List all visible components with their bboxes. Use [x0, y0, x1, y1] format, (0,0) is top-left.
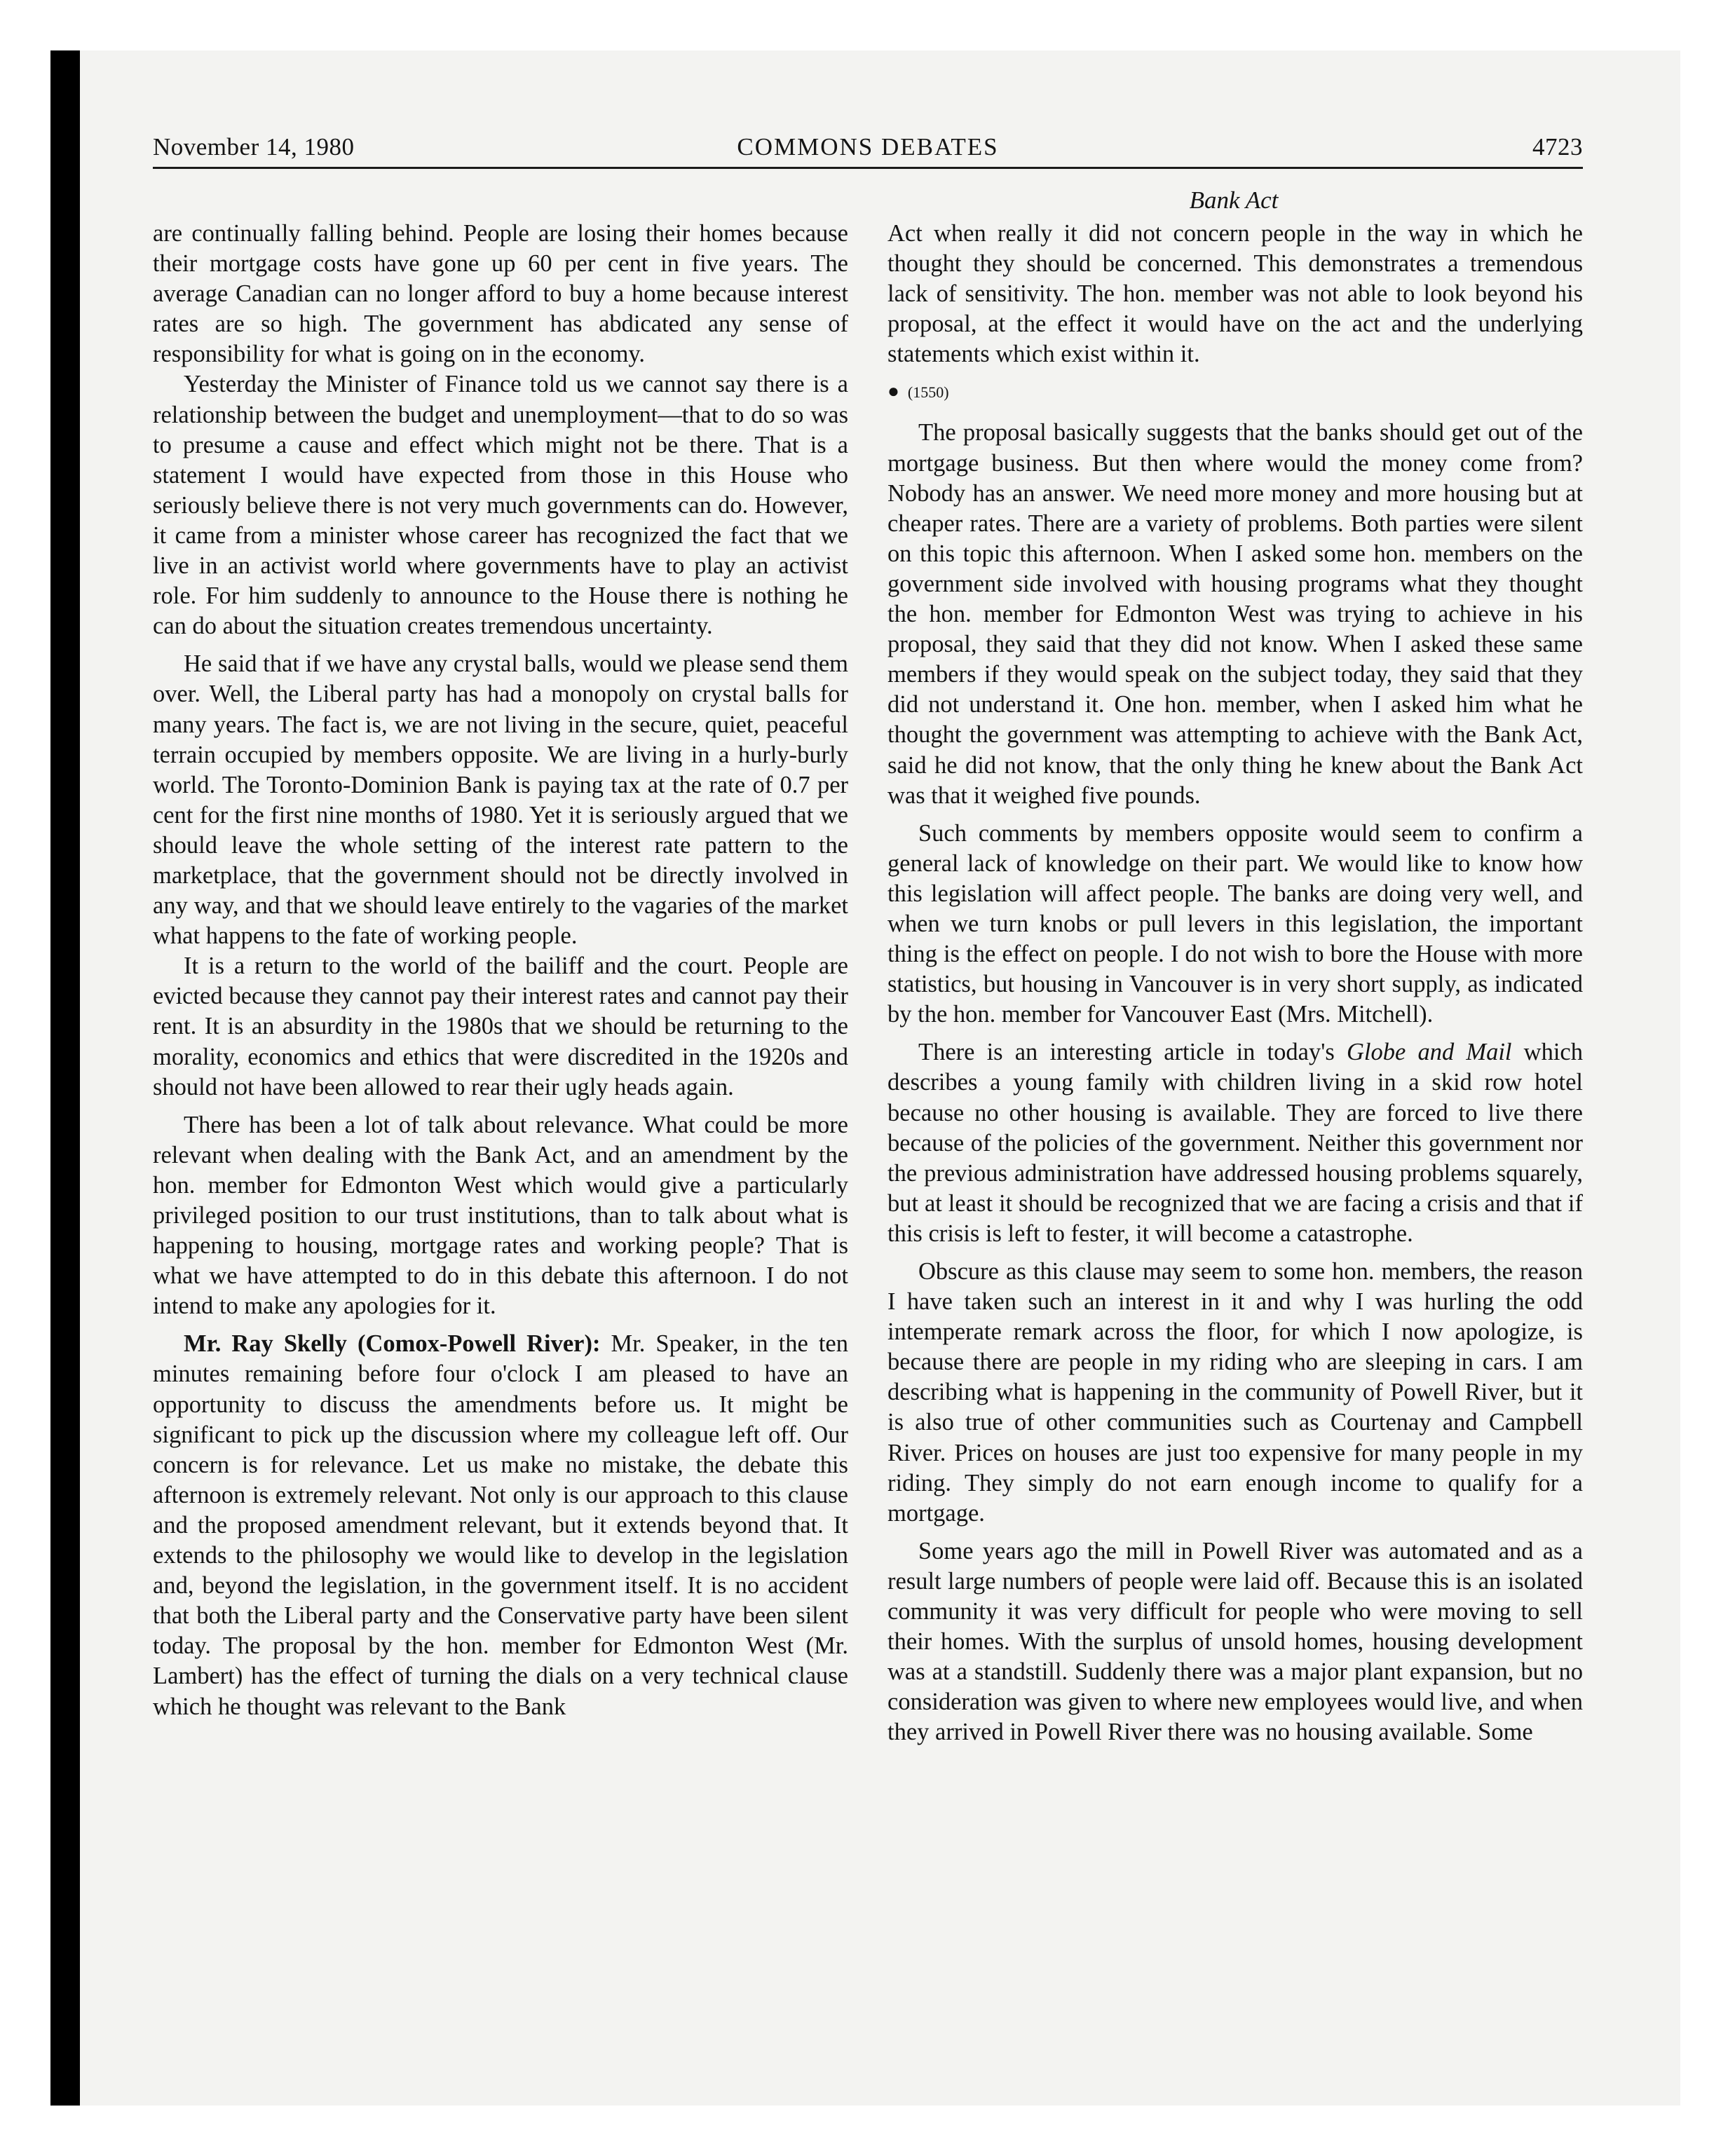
- header-page-number: 4723: [1532, 133, 1583, 161]
- right-column: [887, 219, 1583, 1748]
- bullet-icon: ●: [887, 381, 899, 403]
- paragraph-text: which describes a young family with children living in a skid row hotel because no other housing is available. They are forced to live there because of the policies of the government. Neither this government nor the previous administration have addressed housing problems squarely, but at least it should be recognized that we are facing a crisis and that if this crisis is left to fester, it will become a catastrophe.: [887, 1039, 1583, 1247]
- paragraph: [887, 1037, 1583, 1249]
- scan-edge: [50, 50, 80, 2106]
- section-title: Bank Act: [1189, 186, 1279, 214]
- page-header: [153, 128, 1583, 169]
- speaker-name: Mr. Ray Skelly (Comox-Powell River):: [184, 1330, 601, 1358]
- paragraph: Yesterday the Minister of Finance told us we cannot say there is a relationship between the budget and unemployment—that to do so was to presume a cause and effect which might not be there. That is a statement I would have expected from those in this House who seriously believe there is not very much governments can do. However, it came from a minister whose career has recognized the fact that we live in an activist world where governments have to play an activist role. For him suddenly to announce to the House there is nothing he can do about the situation creates tremendous uncertainty.: [153, 371, 848, 640]
- paragraph: are continually falling behind. People are losing their homes because their mortgage costs have gone up 60 per cent in five years. The average Canadian can no longer afford to buy a home because interest rates are so high. The government has abdicated any sense of responsibility for what is going on in the economy.: [153, 220, 848, 368]
- paragraph: The proposal basically suggests that the banks should get out of the mortgage business. But then where would the money come from? Nobody has an answer. We need more money and more housing but at cheaper rates. There are a variety of problems. Both parties were silent on this topic this afternoon. When I asked some hon. members on the government side involved with housing programs what they thought the hon. member for Edmonton West was trying to achieve in his proposal, they said that they did not know. When I asked these same members if they would speak on the subject today, they said that they did not understand it. One hon. member, when I asked him what he thought the government was attempting to achieve with the Bank Act, said he did not know, that the only thing he knew about the Bank Act was that it weighed five pounds.: [887, 419, 1583, 809]
- paragraph: Such comments by members opposite would seem to confirm a general lack of knowledge on their part. We would like to know how this legislation will affect people. The banks are doing very well, and when we turn knobs or pull levers in this legislation, the important thing is the effect on people. I do not wish to bore the House with more statistics, but housing in Vancouver is in very short supply, as indicated by the hon. member for Vancouver East (Mrs. Mitchell).: [887, 819, 1583, 1028]
- newspaper-title: Globe and Mail: [1347, 1039, 1512, 1066]
- paragraph: Act when really it did not concern people in the way in which he thought they should be concerned. This demonstrates a tremendous lack of sensitivity. The hon. member was not able to look beyond his proposal, at the effect it would have on the act and the underlying statements which exist within it.: [887, 220, 1583, 368]
- paragraph: Some years ago the mill in Powell River was automated and as a result large numbers of people were laid off. Because this is an isolated community it was very difficult for people who were moving to sell their homes. With the surplus of unsold homes, housing development was at a standstill. Suddenly there was a major plant expansion, but no consideration was given to where new employees would live, and when they arrived in Powell River there was no housing available. Some: [887, 1537, 1583, 1746]
- paragraph: Obscure as this clause may seem to some hon. members, the reason I have taken such an interest in it and why I was hurling the odd intemperate remark across the floor, for which I now apologize, is because there are people in my riding who are sleeping in cars. I am describing what is happening in the community of Powell River, but it is also true of other communities such as Courtenay and Campbell River. Prices on houses are just too expensive for many people in my riding. They simply do not earn enough income to qualify for a mortgage.: [887, 1258, 1583, 1527]
- time-marker: [887, 378, 1583, 407]
- paragraph: He said that if we have any crystal balls, would we please send them over. Well, the Liberal party has had a monopoly on crystal balls for many years. The fact is, we are not living in the secure, quiet, peaceful terrain occupied by members opposite. We are living in a hurly-burly world. The Toronto-Dominion Bank is paying tax at the rate of 0.7 per cent for the first nine months of 1980. Yet it is seriously argued that we should leave the whole setting of the interest rate pattern to the marketplace, that the government should not be directly involved in any way, and that we should leave entirely to the vagaries of the market what happens to the fate of working people.: [153, 650, 848, 950]
- paragraph-text: There is an interesting article in today's: [918, 1039, 1347, 1066]
- paragraph: It is a return to the world of the bailiff and the court. People are evicted because they cannot pay their interest rates and cannot pay their rent. It is an absurdity in the 1980s that we should be returning to the morality, economics and ethics that were discredited in the 1920s and should not have been allowed to rear their ugly heads again.: [153, 953, 848, 1100]
- header-date: November 14, 1980: [153, 133, 355, 161]
- header-title: COMMONS DEBATES: [737, 133, 999, 161]
- left-column: [153, 219, 848, 1722]
- paragraph: There has been a lot of talk about relevance. What could be more relevant when dealing with the Bank Act, and an amendment by the hon. member for Edmonton West which would give a particularly privileged position to our trust institutions, than to talk about what is happening to housing, mortgage rates and working people? That is what we have attempted to do in this debate this afternoon. I do not intend to make any apologies for it.: [153, 1111, 848, 1320]
- time-marker-text: (1550): [907, 383, 949, 402]
- speaker-paragraph: [153, 1329, 848, 1721]
- speaker-text: Mr. Speaker, in the ten minutes remaining before four o'clock I am pleased to have an opportunity to discuss the amendments before us. It might be significant to pick up the discussion where my colleague left off. Our concern is for relevance. Let us make no mistake, the debate this afternoon is extremely relevant. Not only is our approach to this clause and the proposed amendment relevant, but it extends beyond that. It extends to the philosophy we would like to develop in the legislation and, beyond the legislation, in the government itself. It is no accident that both the Liberal party and the Conservative party have been silent today. The proposal by the hon. member for Edmonton West (Mr. Lambert) has the effect of turning the dials on a very technical clause which he thought was relevant to the Bank: [153, 1330, 848, 1720]
